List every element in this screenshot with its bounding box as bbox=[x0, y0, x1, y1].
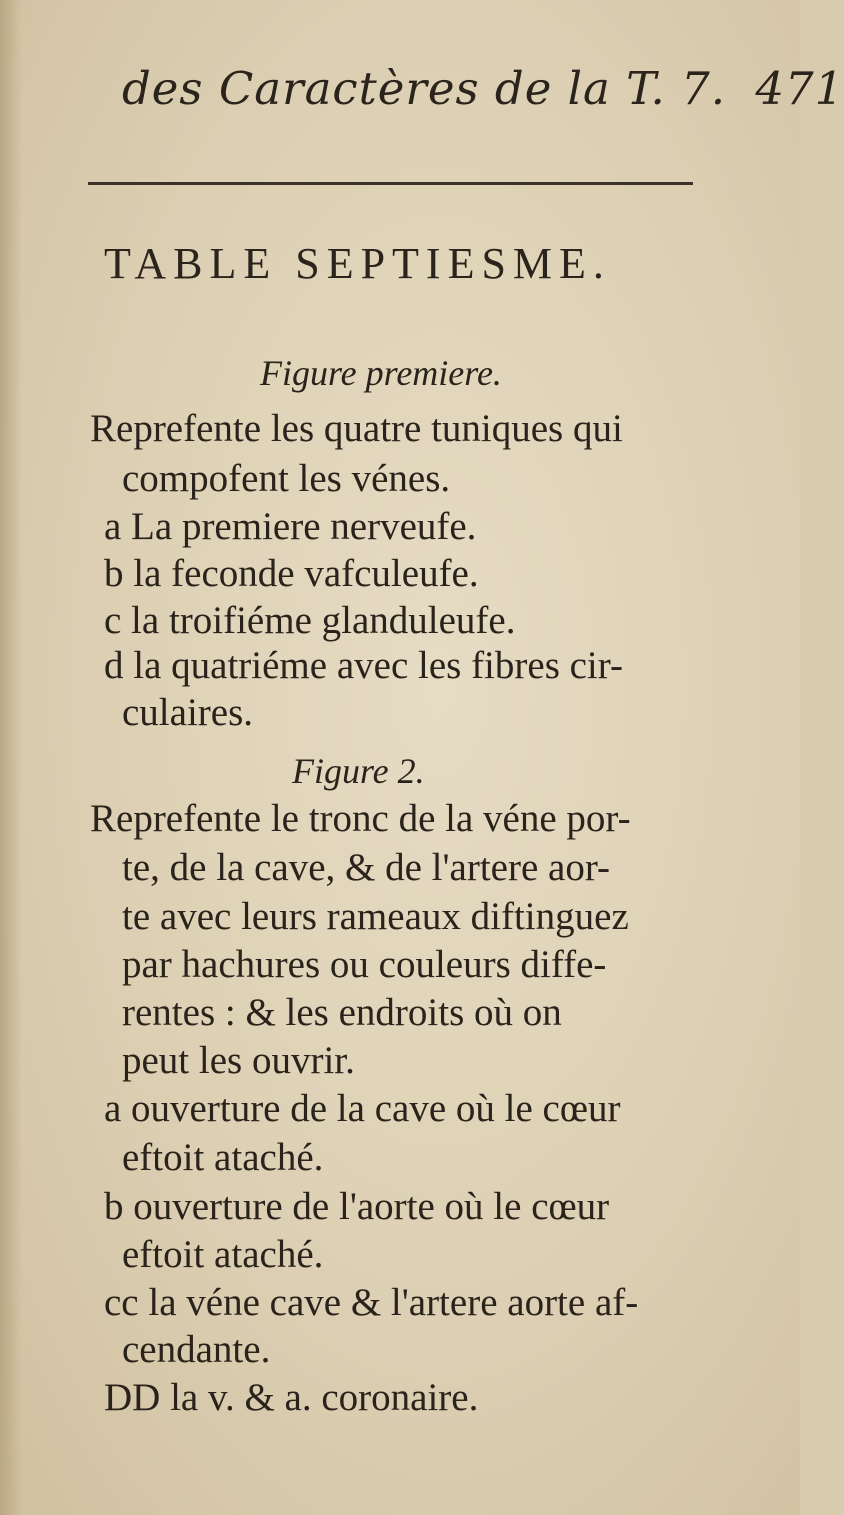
figure1-line: b la feconde vafculeufe. bbox=[104, 552, 479, 595]
figure2-line: Reprefente le tronc de la véne por- bbox=[90, 797, 631, 840]
figure2-line: cc la véne cave & l'artere aorte af- bbox=[104, 1281, 639, 1324]
figure2-line: b ouverture de l'aorte où le cœur bbox=[104, 1185, 610, 1228]
figure2-line: cendante. bbox=[122, 1328, 271, 1371]
figure1-line: compofent les vénes. bbox=[122, 457, 451, 500]
figure2-line: DD la v. & a. coronaire. bbox=[104, 1376, 479, 1419]
figure2-line: te, de la cave, & de l'artere aor- bbox=[122, 846, 611, 889]
running-head bbox=[122, 62, 844, 115]
figure2-heading: Figure 2. bbox=[292, 751, 425, 791]
figure1-line: c la troifiéme glanduleufe. bbox=[104, 599, 516, 642]
figure2-line: eftoit ataché. bbox=[122, 1136, 324, 1179]
figure2-line: te avec leurs rameaux diftinguez bbox=[122, 895, 629, 938]
figure2-line: par hachures ou couleurs diffe- bbox=[122, 943, 607, 986]
figure1-line: d la quatriéme avec les fibres cir- bbox=[104, 644, 623, 687]
figure2-line: eftoit ataché. bbox=[122, 1233, 324, 1276]
figure1-heading: Figure premiere. bbox=[260, 353, 502, 393]
figure2-line: a ouverture de la cave où le cœur bbox=[104, 1087, 621, 1130]
page-number: 471 bbox=[755, 62, 844, 115]
figure2-line: rentes : & les endroits où on bbox=[122, 991, 562, 1034]
table-title: TABLE SEPTIESME. bbox=[104, 239, 611, 288]
header-rule bbox=[88, 182, 693, 185]
figure1-line: Reprefente les quatre tuniques qui bbox=[90, 407, 623, 450]
figure1-line: a La premiere nerveufe. bbox=[104, 505, 477, 548]
running-head-text: des Caractères de la T. 7. bbox=[122, 62, 727, 115]
figure1-line: culaires. bbox=[122, 691, 254, 734]
figure2-line: peut les ouvrir. bbox=[122, 1039, 355, 1082]
